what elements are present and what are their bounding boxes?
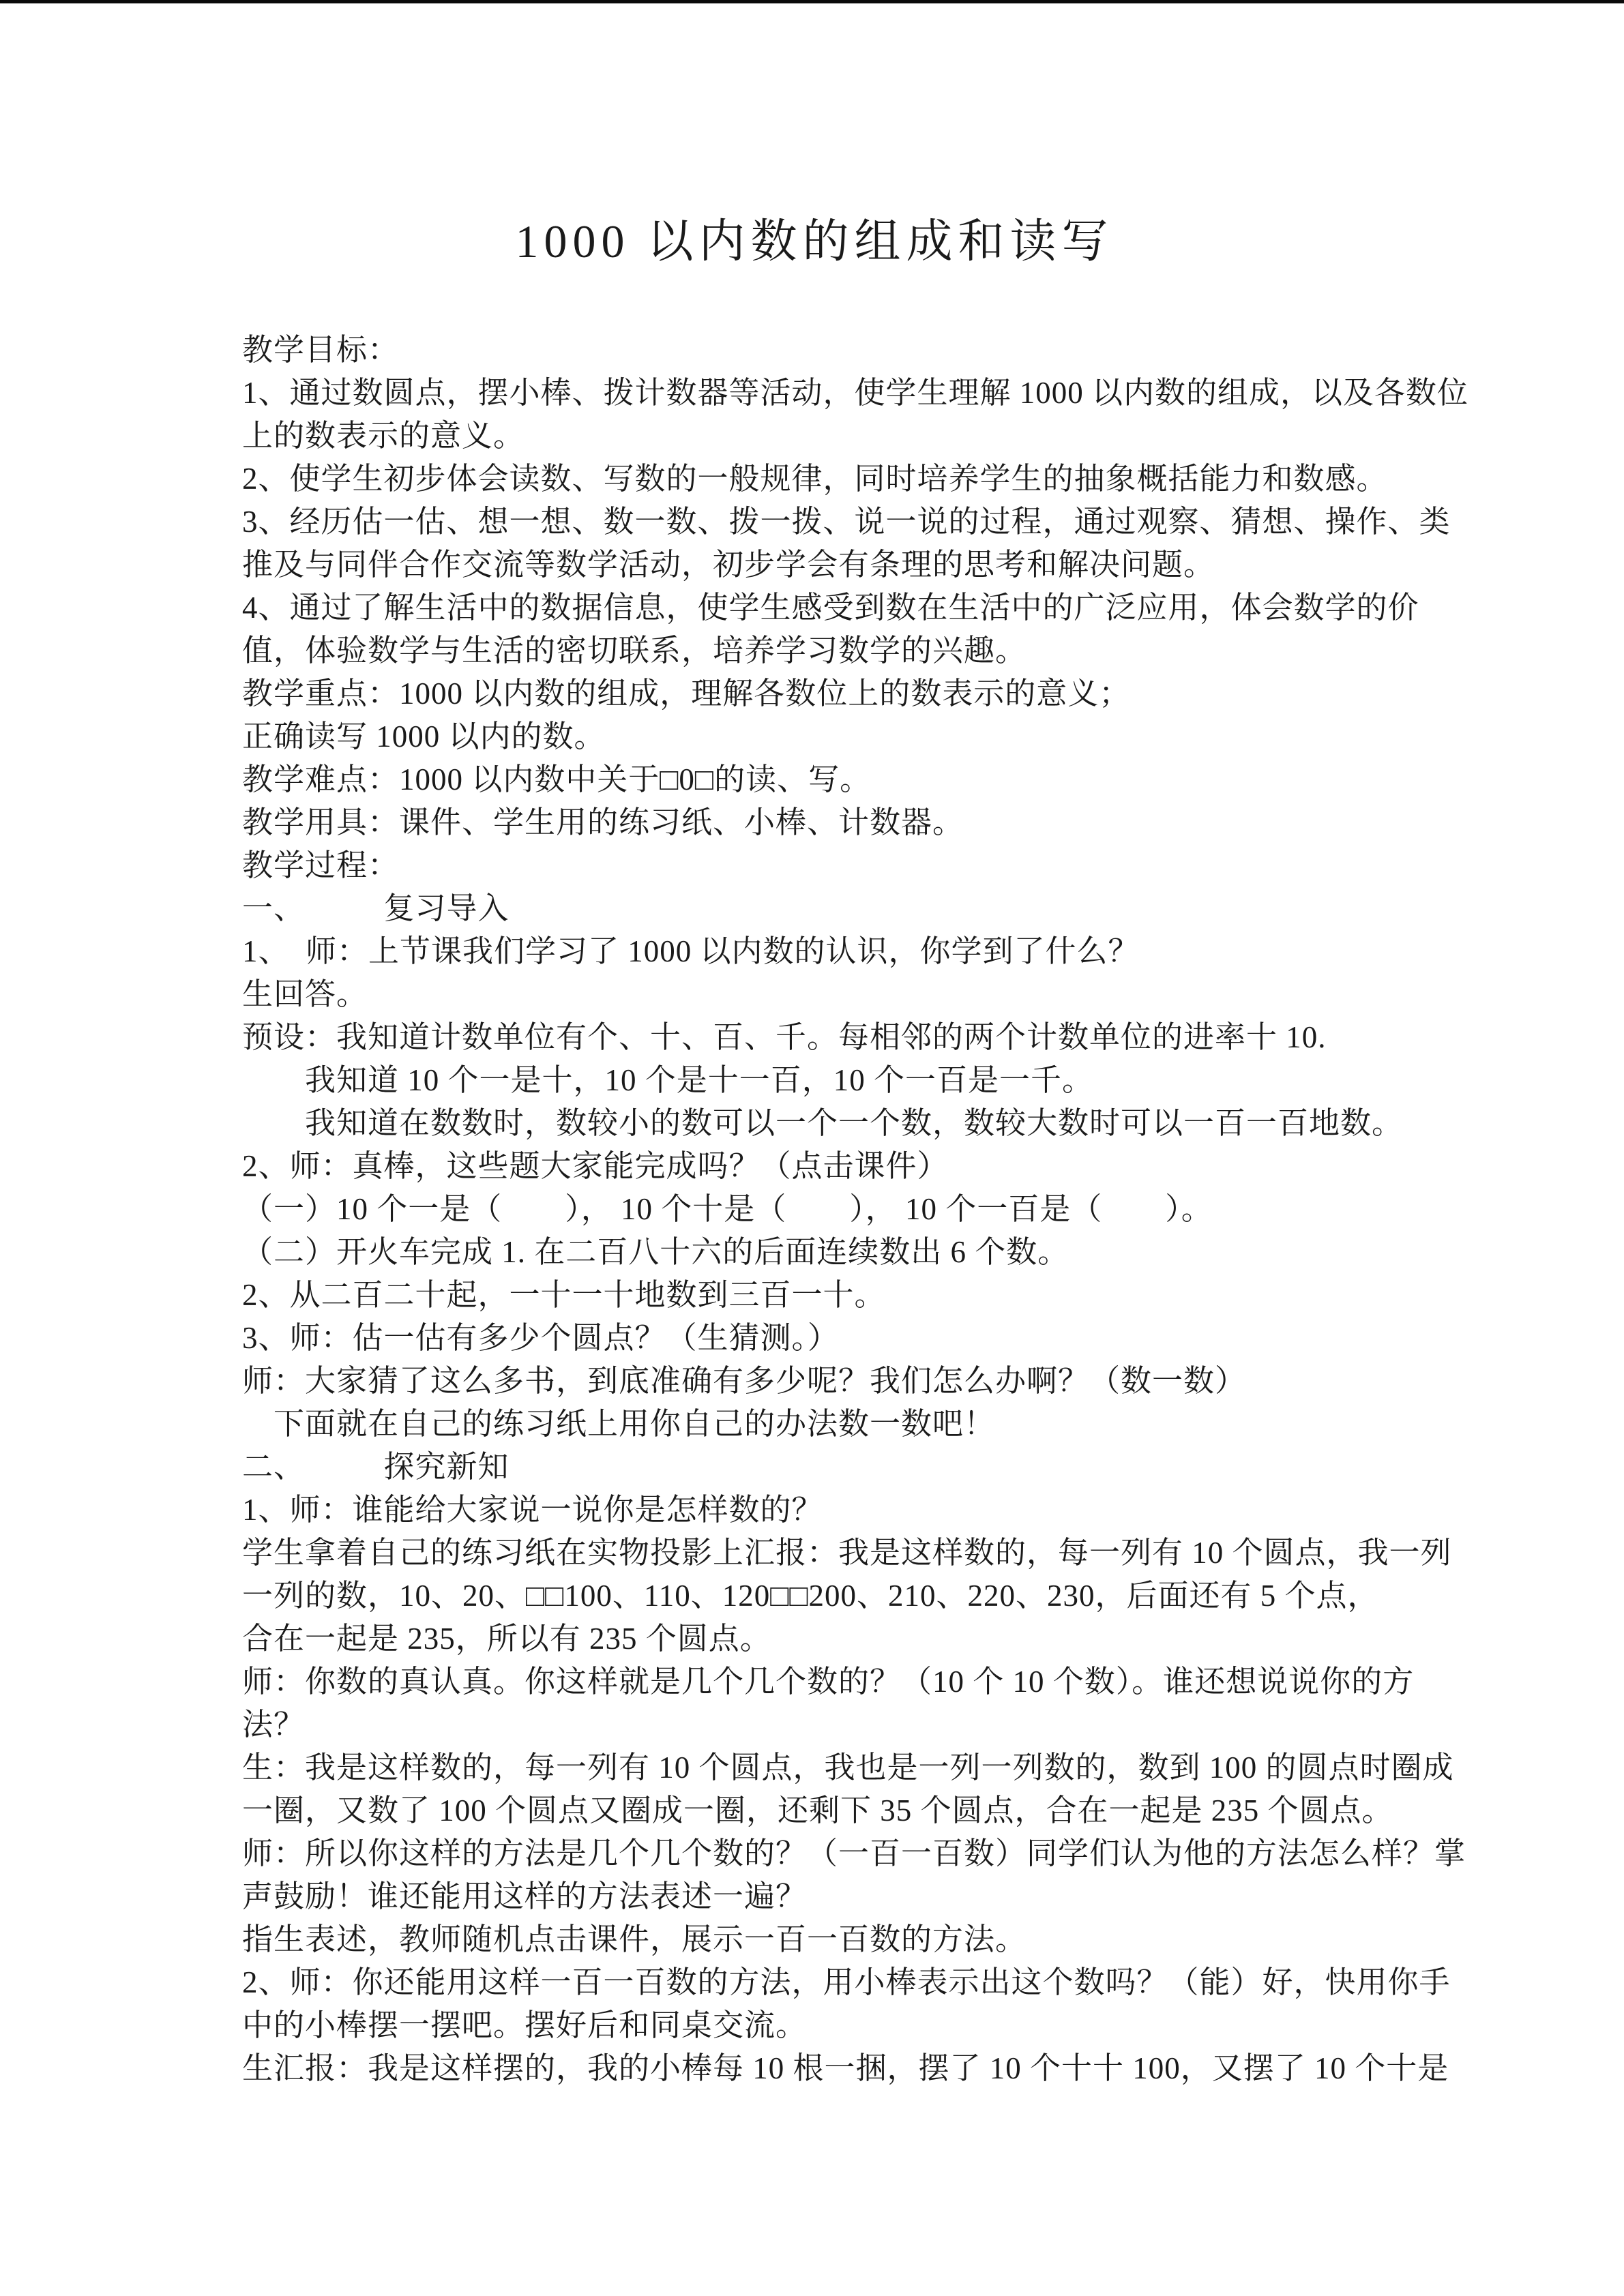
text-line: 正确读写 1000 以内的数。 <box>242 719 606 754</box>
text-line: 2、从二百二十起，一十一十地数到三百一十。 <box>242 1278 886 1312</box>
text-line: 教学目标： <box>242 333 400 367</box>
text-line: 一列的数，10、20、□□100、110、120□□200、210、220、230，后面还有 5 个点， <box>242 1579 1379 1613</box>
text-line: 二、 探究新知 <box>242 1450 510 1484</box>
text-line: 一、 复习导入 <box>242 891 510 925</box>
text-line: 下面就在自己的练习纸上用你自己的办法数一数吧！ <box>242 1407 996 1441</box>
text-line: 预设：我知道计数单位有个、十、百、千。每相邻的两个计数单位的进率十 10. <box>242 1020 1327 1054</box>
text-line: 指生表述，教师随机点击课件，展示一百一百数的方法。 <box>242 1922 1027 1956</box>
text-line: 推及与同伴合作交流等数学活动，初步学会有条理的思考和解决问题。 <box>242 548 1215 582</box>
text-line: 我知道 10 个一是十，10 个是十一百，10 个一百是一千。 <box>242 1063 1094 1097</box>
page-top-border <box>0 0 1624 3</box>
text-line: 教学重点：1000 以内数的组成，理解各数位上的数表示的意义； <box>242 676 1131 711</box>
text-line: 我知道在数数时，数较小的数可以一个一个数，数较大数时可以一百一百地数。 <box>242 1106 1404 1140</box>
text-line: 生：我是这样数的，每一列有 10 个圆点，我也是一列一列数的，数到 100 的圆点时圈成 <box>242 1750 1454 1785</box>
document-title: 1000 以内数的组成和读写 <box>515 215 1114 267</box>
text-line: 2、使学生初步体会读数、写数的一般规律，同时培养学生的抽象概括能力和数感。 <box>242 462 1388 496</box>
text-line: 1、 师：上节课我们学习了 1000 以内数的认识，你学到了什么？ <box>242 934 1140 968</box>
text-line: 中的小棒摆一摆吧。摆好后和同桌交流。 <box>242 2008 808 2042</box>
text-line: 值，体验数学与生活的密切联系，培养学习数学的兴趣。 <box>242 633 1027 668</box>
text-line: （二）开火车完成 1. 在二百八十六的后面连续数出 6 个数。 <box>242 1235 1069 1269</box>
text-line: 上的数表示的意义。 <box>242 419 525 453</box>
text-line: 法？ <box>242 1708 306 1742</box>
text-line: 2、师：真棒，这些题大家能完成吗？（点击课件） <box>242 1149 949 1183</box>
document-body <box>242 329 1469 2090</box>
text-line: 4、通过了解生活中的数据信息，使学生感受到数在生活中的广泛应用，体会数学的价 <box>242 591 1419 625</box>
text-line: 声鼓励！谁还能用这样的方法表述一遍？ <box>242 1879 808 1913</box>
text-line: 1、通过数圆点，摆小棒、拨计数器等活动，使学生理解 1000 以内数的组成，以及各数位 <box>242 376 1469 410</box>
text-line: 一圈，又数了 100 个圆点又圈成一圈，还剩下 35 个圆点，合在一起是 235 个圆点。 <box>242 1793 1393 1828</box>
text-line: 3、经历估一估、想一想、数一数、拨一拨、说一说的过程，通过观察、猜想、操作、类 <box>242 505 1451 539</box>
text-line: 2、师：你还能用这样一百一百数的方法，用小棒表示出这个数吗？（能）好，快用你手 <box>242 1965 1451 1999</box>
text-line: 教学过程： <box>242 848 400 882</box>
text-line: 1、师：谁能给大家说一说你是怎样数的？ <box>242 1493 823 1527</box>
text-line: 合在一起是 235，所以有 235 个圆点。 <box>242 1622 771 1656</box>
text-line: （一）10 个一是（ ）， 10 个十是（ ）， 10 个一百是（ ）。 <box>242 1192 1213 1226</box>
text-line: 师：大家猜了这么多书，到底准确有多少呢？我们怎么办啊？（数一数） <box>242 1364 1247 1398</box>
text-line: 3、师：估一估有多少个圆点？（生猜测。） <box>242 1321 840 1355</box>
text-line: 学生拿着自己的练习纸在实物投影上汇报：我是这样数的，每一列有 10 个圆点，我一列 <box>242 1536 1452 1570</box>
text-line: 教学用具：课件、学生用的练习纸、小棒、计数器。 <box>242 805 964 839</box>
text-line: 生回答。 <box>242 977 368 1011</box>
text-line: 生汇报：我是这样摆的，我的小棒每 10 根一捆，摆了 10 个十十 100，又摆了 10 个十是 <box>242 2051 1449 2085</box>
text-line: 教学难点：1000 以内数中关于□0□的读、写。 <box>242 762 872 796</box>
text-line: 师：你数的真认真。你这样就是几个几个数的？（10 个 10 个数）。谁还想说说你的方 <box>242 1665 1415 1699</box>
text-line: 师：所以你这样的方法是几个几个数的？（一百一百数）同学们认为他的方法怎么样？掌 <box>242 1836 1466 1870</box>
